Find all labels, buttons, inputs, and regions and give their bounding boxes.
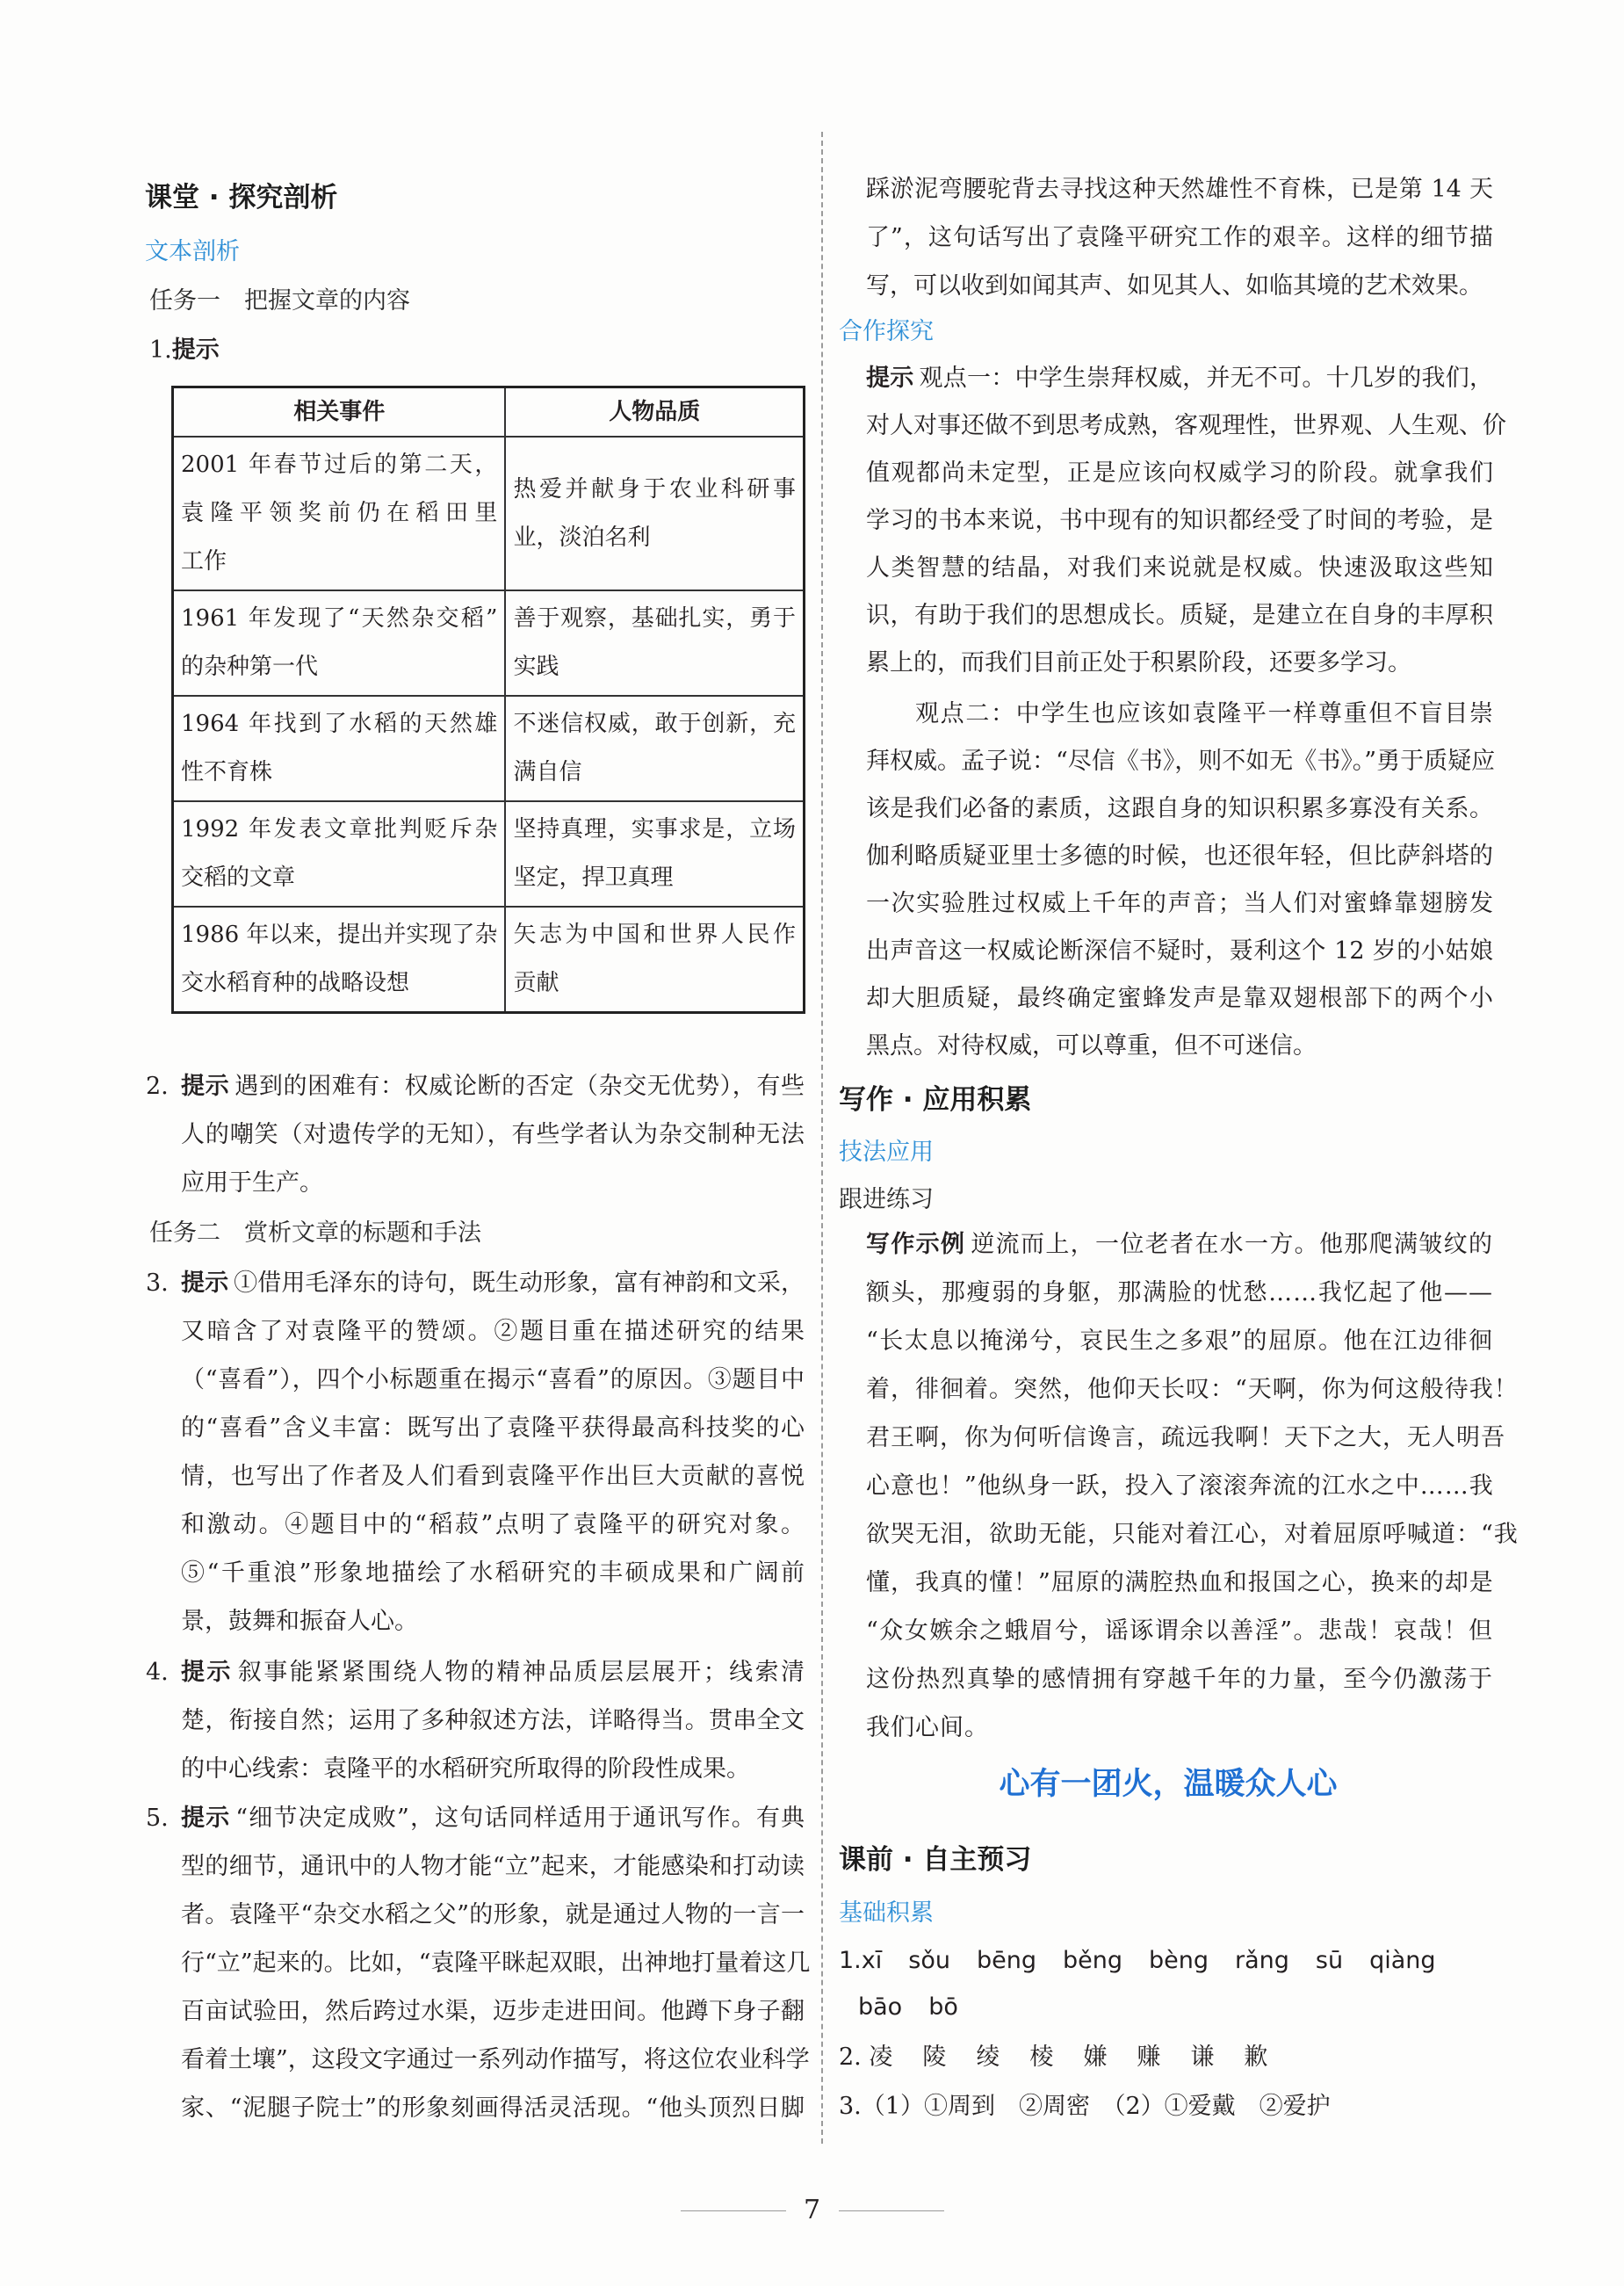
cell-line: 热爱并献身于农业科研事 xyxy=(513,475,796,503)
line-text: 观点一：中学生崇拜权威，并无不可。十几岁的我们， xyxy=(919,365,1494,392)
pinyin-item: bèng xyxy=(1148,1947,1209,1974)
text-line: 累上的，而我们目前正处于积累阶段，还要多学习。 xyxy=(866,649,1411,676)
text-line: 对人对事还做不到思考成熟，客观理性，世界观、人生观、价 xyxy=(866,412,1506,439)
item-number: 2. xyxy=(146,1073,169,1100)
section-title-preview: 课前 · 自主预习 xyxy=(839,1844,1032,1876)
character-item: 歉 xyxy=(1244,2044,1268,2071)
table-row xyxy=(173,801,805,907)
pinyin-item: rǎng xyxy=(1235,1947,1289,1974)
cell-line: 袁隆平领奖前仍在稻田里 xyxy=(181,500,498,526)
q5-continuation xyxy=(866,165,1493,310)
text-line: 百亩试验田，然后跨过水渠，迈步走进田间。他蹲下身子翻 xyxy=(181,1998,805,2025)
text-line: 踩淤泥弯腰驼背去寻找这种天然雄性不育株，已是第 14 天 xyxy=(866,176,1493,203)
item-number: 4. xyxy=(146,1659,169,1686)
character-item: 凌 xyxy=(869,2044,893,2071)
text-line xyxy=(866,1220,1493,1269)
q1-number: 1. xyxy=(149,336,172,364)
cell-line: 的杂种第一代 xyxy=(181,654,319,680)
text-line: 懂，我真的懂！”屈原的满腔热血和报国之心，换来的却是 xyxy=(866,1569,1494,1596)
text-line: 心意也！”他纵身一跃，投入了滚滚奔流的江水之中……我 xyxy=(866,1472,1494,1500)
subsection-text-analysis: 文本剖析 xyxy=(145,238,240,265)
item-number: 3. xyxy=(146,1270,169,1297)
text-line: 观点二：中学生也应该如袁隆平一样尊重但不盲目崇 xyxy=(915,700,1493,727)
q1-label: 提示 xyxy=(171,336,220,364)
character-item: 陵 xyxy=(922,2044,947,2071)
cell-line: 交水稻育种的战略设想 xyxy=(181,970,410,996)
pinyin-item: běng xyxy=(1062,1947,1122,1974)
hint-label: 提示 xyxy=(181,1270,229,1297)
text-line: （“喜看”），四个小标题重在揭示“喜看”的原因。③题目中 xyxy=(181,1366,805,1393)
character-item: 绫 xyxy=(976,2044,1000,2071)
table-row xyxy=(173,907,805,1013)
pinyin-item: bāo xyxy=(858,1993,903,2021)
hint-label: 提示 xyxy=(866,365,914,392)
character-item: 嫌 xyxy=(1083,2044,1108,2071)
event-cell xyxy=(173,696,506,801)
text-line: 的“喜看”含义丰富：既写出了袁隆平获得最高科技奖的心 xyxy=(181,1414,805,1442)
text-line: 黑点。对待权威，可以尊重，但不可迷信。 xyxy=(866,1032,1317,1060)
quality-cell xyxy=(505,590,804,696)
cell-line: 交稻的文章 xyxy=(181,864,296,891)
text-line xyxy=(181,1062,805,1110)
text-line: 行“立”起来的。比如，“袁隆平眯起双眼，出神地打量着这几 xyxy=(181,1950,811,1977)
text-line: 了”，这句话写出了袁隆平研究工作的艰辛。这样的细节描 xyxy=(866,224,1493,251)
table-header-qualities: 人物品质 xyxy=(505,387,804,438)
hint-label: 写作示例 xyxy=(866,1231,966,1258)
text-line: “众女嫉余之蛾眉兮，谣诼谓余以善淫”。悲哉！哀哉！但 xyxy=(866,1617,1493,1645)
event-cell xyxy=(173,907,506,1013)
pinyin-item: qiàng xyxy=(1369,1947,1436,1974)
pinyin-answers xyxy=(839,1937,1541,2030)
hint-label: 提示 xyxy=(181,1659,233,1686)
practice-heading: 跟进练习 xyxy=(839,1186,934,1213)
b2-number: 2. xyxy=(839,2044,862,2071)
cell-line: 1986 年以来，提出并实现了杂 xyxy=(181,922,498,948)
character-answers xyxy=(839,2033,1297,2081)
pinyin-item: sǒu xyxy=(908,1947,950,1974)
cell-line: 坚定，捍卫真理 xyxy=(513,864,674,891)
cell-line: 善于观察，基础扎实，勇于 xyxy=(513,605,796,632)
table-header-events: 相关事件 xyxy=(173,387,506,438)
text-line: 的中心线索：袁隆平的水稻研究所取得的阶段性成果。 xyxy=(181,1755,750,1783)
line-text: 叙事能紧紧围绕人物的精神品质层层展开；线索清 xyxy=(237,1659,805,1686)
event-cell xyxy=(173,590,506,696)
cell-line: 矢志为中国和世界人民作 xyxy=(513,922,796,948)
cell-line: 性不育株 xyxy=(181,759,273,785)
quality-cell xyxy=(505,801,804,907)
events-qualities-table xyxy=(171,386,805,1014)
text-line: 值观都尚未定型，正是应该向权威学习的阶段。就拿我们 xyxy=(866,459,1493,487)
cell-line: 坚持真理，实事求是，立场 xyxy=(513,816,796,843)
text-line: 看着土壤”，这段文字通过一系列动作描写，将这位农业科学 xyxy=(181,2046,810,2073)
character-item: 谦 xyxy=(1190,2044,1215,2071)
event-cell xyxy=(173,437,506,590)
cell-line: 1961 年发现了“天然杂交稻” xyxy=(181,605,498,632)
q2-paragraph xyxy=(146,1062,805,1207)
section-title-classroom: 课堂 · 探究剖析 xyxy=(145,182,338,213)
line-text: ①借用毛泽东的诗句，既生动形象，富有神韵和文采， xyxy=(234,1270,805,1297)
text-line: 欲哭无泪，欲助无能，只能对着江心，对着屈原呼喊道：“我 xyxy=(866,1521,1519,1548)
text-line: 写，可以收到如闻其声、如见其人、如临其境的艺术效果。 xyxy=(866,272,1483,300)
quality-cell xyxy=(505,696,804,801)
text-line: 拜权威。孟子说：“尽信《书》，则不如无《书》。”勇于质疑应 xyxy=(866,748,1496,775)
text-line xyxy=(181,1259,805,1307)
q4-paragraph xyxy=(146,1648,805,1793)
text-line: 着，徘徊着。突然，他仰天长叹：“天啊，你为何这般待我！ xyxy=(866,1376,1519,1403)
viewpoint-one-paragraph xyxy=(866,355,1506,687)
cell-line: 工作 xyxy=(181,548,227,575)
text-line: 景，鼓舞和振奋人心。 xyxy=(181,1608,418,1635)
subsection-technique: 技法应用 xyxy=(839,1139,934,1166)
q3-paragraph xyxy=(146,1259,805,1646)
writing-example-paragraph xyxy=(866,1220,1519,1752)
text-line: 识，有助于我们的思想成长。质疑，是建立在自身的丰厚积 xyxy=(866,602,1493,629)
text-line: 君王啊，你为何听信谗言，疏远我啊！天下之大，无人明吾 xyxy=(866,1424,1505,1451)
cell-line: 实践 xyxy=(513,654,559,680)
text-line: ⑤“千重浪”形象地描绘了水稻研究的丰硕成果和广阔前 xyxy=(181,1559,805,1587)
cell-line: 1992 年发表文章批判贬斥杂 xyxy=(181,816,498,843)
text-line: 人的嘲笑（对遗传学的无知），有些学者认为杂交制种无法 xyxy=(181,1121,805,1148)
text-line xyxy=(181,1794,805,1842)
page-number: 7 xyxy=(803,2195,821,2225)
text-line: 学习的书本来说，书中现有的知识都经受了时间的考验，是 xyxy=(866,507,1493,534)
text-line: 人类智慧的结晶，对我们来说就是权威。快速汲取这些知 xyxy=(866,554,1493,582)
task-two-heading: 任务二 赏析文章的标题和手法 xyxy=(149,1219,481,1247)
text-line: 楚，衔接自然；运用了多种叙述方法，详略得当。贯串全文 xyxy=(181,1707,805,1734)
word-answers: 3.（1）①周到 ②周密 （2）①爱戴 ②爱护 xyxy=(839,2093,1331,2120)
item-number: 5. xyxy=(146,1805,169,1832)
text-line: 一次实验胜过权威上千年的声音；当人们对蜜蜂靠翅膀发 xyxy=(866,890,1493,917)
text-line: 应用于生产。 xyxy=(181,1169,323,1197)
text-line: 和激动。④题目中的“稻菽”点明了袁隆平的研究对象。 xyxy=(181,1511,805,1538)
q1-heading xyxy=(149,326,225,374)
cell-line: 1964 年找到了水稻的天然雄 xyxy=(181,711,498,737)
column-divider xyxy=(821,132,823,2144)
text-line: 出声音这一权威论断深信不疑时，聂利这个 12 岁的小姑娘 xyxy=(866,937,1493,965)
b1-number: 1. xyxy=(839,1947,862,1974)
viewpoint-two-paragraph xyxy=(866,691,1496,1070)
text-line: 这份热烈真挚的感情拥有穿越千年的力量，至今仍激荡于 xyxy=(866,1666,1493,1693)
q5-paragraph xyxy=(146,1794,811,2132)
pinyin-item: bō xyxy=(928,1993,958,2021)
cell-line: 2001 年春节过后的第二天， xyxy=(181,452,498,478)
subsection-basics: 基础积累 xyxy=(839,1899,934,1927)
line-text: 遇到的困难有：权威论断的否定（杂交无优势），有些 xyxy=(235,1073,805,1100)
section-title-writing: 写作 · 应用积累 xyxy=(839,1084,1032,1116)
text-line xyxy=(181,1648,805,1696)
table-row xyxy=(173,590,805,696)
hint-label: 提示 xyxy=(181,1805,231,1832)
text-line: 我们心间。 xyxy=(866,1714,989,1741)
text-line: 情，也写出了作者及人们看到袁隆平作出巨大贡献的喜悦 xyxy=(181,1463,805,1490)
cell-line: 满自信 xyxy=(513,759,582,785)
line-text: “细节决定成败”，这句话同样适用于通讯写作。有典 xyxy=(235,1805,805,1832)
table-row xyxy=(173,437,805,590)
pinyin-item: sū xyxy=(1315,1947,1344,1974)
text-line: 伽利略质疑亚里士多德的时候，也还很年轻，但比萨斜塔的 xyxy=(866,843,1493,870)
cell-line: 业，淡泊名利 xyxy=(513,524,651,551)
text-line: 型的细节，通讯中的人物才能“立”起来，才能感染和打动读 xyxy=(181,1853,805,1880)
lesson-title: 心有一团火，温暖众人心 xyxy=(999,1767,1338,1802)
hint-label: 提示 xyxy=(181,1073,230,1100)
event-cell xyxy=(173,801,506,907)
character-item: 赚 xyxy=(1137,2044,1161,2071)
character-item: 棱 xyxy=(1029,2044,1054,2071)
text-line: 又暗含了对袁隆平的赞颂。②题目重在描述研究的结果 xyxy=(181,1318,805,1345)
pinyin-item: xī xyxy=(861,1947,883,1974)
quality-cell xyxy=(505,437,804,590)
quality-cell xyxy=(505,907,804,1013)
text-line: “长太息以掩涕兮，哀民生之多艰”的屈原。他在江边徘徊 xyxy=(866,1327,1493,1355)
text-line: 家、“泥腿子院士”的形象刻画得活灵活现。“他头顶烈日脚 xyxy=(181,2094,805,2122)
subsection-cooperative-inquiry: 合作探究 xyxy=(839,318,934,345)
pinyin-item: bēng xyxy=(976,1947,1036,1974)
text-line: 该是我们必备的素质，这跟自身的知识积累多寡没有关系。 xyxy=(866,795,1493,822)
task-one-heading: 任务一 把握文章的内容 xyxy=(149,287,410,315)
text-line: 额头，那瘦弱的身躯，那满脸的忧愁……我忆起了他—— xyxy=(866,1279,1493,1306)
cell-line: 不迷信权威，敢于创新，充 xyxy=(513,711,796,737)
text-line: 却大胆质疑，最终确定蜜蜂发声是靠双翅根部下的两个小 xyxy=(866,985,1493,1012)
cell-line: 贡献 xyxy=(513,970,559,996)
text-line: 者。袁隆平“杂交水稻之父”的形象，就是通过人物的一言一 xyxy=(181,1901,805,1928)
table-row xyxy=(173,696,805,801)
line-text: 逆流而上，一位老者在水一方。他那爬满皱纹的 xyxy=(971,1231,1494,1258)
text-line xyxy=(866,355,1493,402)
